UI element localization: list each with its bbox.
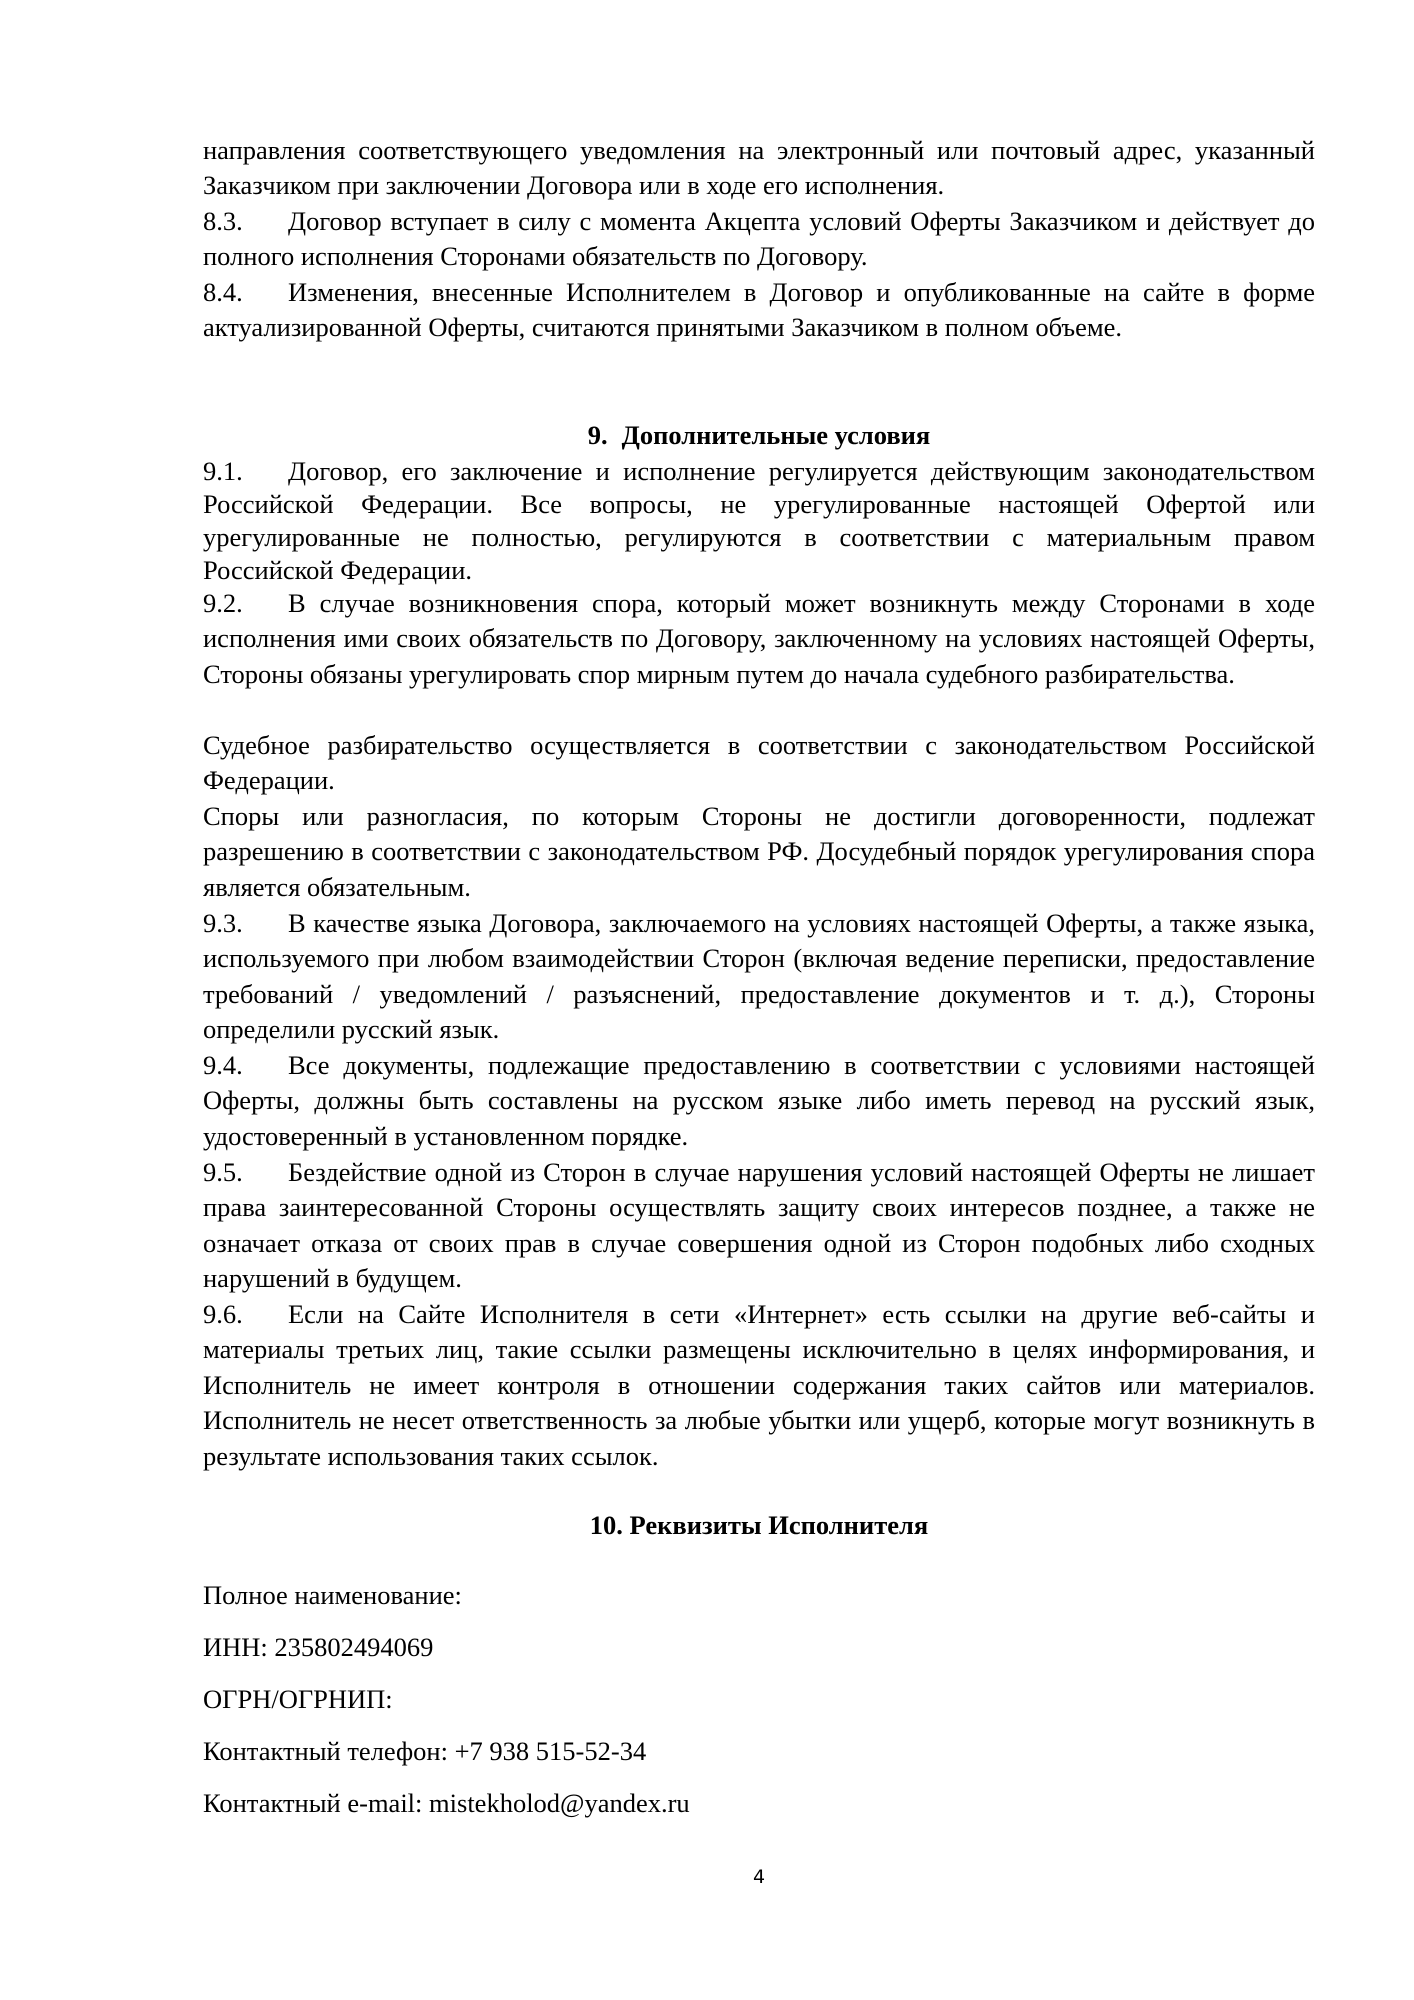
section-8-continuation: направления соответствующего уведомления на электронный или почтовый адрес, указанный Заказчиком при заключении Договора или в ходе его исполнения. — [203, 135, 1315, 201]
clause-text: Изменения, внесенные Исполнителем в Договор и опубликованные на сайте в форме актуализированной Оферты, считаются принятыми Заказчиком в полном объеме. — [203, 277, 1315, 343]
section-number: 9. — [587, 420, 608, 450]
executor-full-name: Полное наименование: — [203, 1580, 462, 1610]
clause-text: Все документы, подлежащие предоставлению в соответствии с условиями настоящей Оферты, должны быть составлены на русском языке либо иметь перевод на русский язык, удостоверенный в установленном порядке. — [203, 1050, 1315, 1151]
executor-inn: ИНН: 235802494069 — [203, 1632, 434, 1662]
clause-8-4 — [203, 275, 1315, 346]
clause-number: 9.2. — [203, 588, 243, 618]
clause-text: Если на Сайте Исполнителя в сети «Интернет» есть ссылки на другие веб-сайты и материалы третьих лиц, такие ссылки размещены исключительно в целях информирования, и Исполнитель не имеет контроля в отношении содержания таких сайтов или материалов. Исполнитель не несет ответственность за любые убытки или ущерб, которые могут возникнуть в результате использования таких ссылок. — [203, 1299, 1315, 1471]
paragraph-court: Судебное разбирательство осуществляется в соответствии с законодательством Российской Федерации. — [203, 730, 1315, 796]
section-10-heading: 10. Реквизиты Исполнителя — [589, 1510, 929, 1540]
clause-text: Бездействие одной из Сторон в случае нарушения условий настоящей Оферты не лишает права заинтересованной Стороны осуществлять защиту своих интересов позднее, а также не означает отказа от своих прав в случае совершения одной из Сторон подобных либо сходных нарушений в будущем. — [203, 1157, 1315, 1294]
section-title: Дополнительные условия — [621, 420, 931, 450]
clause-9-3 — [203, 906, 1315, 1048]
clause-9-1 — [203, 455, 1315, 587]
executor-ogrn: ОГРН/ОГРНИП: — [203, 1684, 393, 1714]
clause-text: В качестве языка Договора, заключаемого на условиях настоящей Оферты, а также языка, используемого при любом взаимодействии Сторон (включая ведение переписки, предоставление требований / уведомлений / разъяснений, предоставление документов и т. д.), Стороны определили русский язык. — [203, 908, 1315, 1045]
clause-number: 9.3. — [203, 908, 243, 938]
clause-text: В случае возникновения спора, который может возникнуть между Сторонами в ходе исполнения ими своих обязательств по Договору, заключенному на условиях настоящей Оферты, Стороны обязаны урегулировать спор мирным путем до начала судебного разбирательства. — [203, 588, 1315, 689]
paragraph-disputes: Споры или разногласия, по которым Стороны не достигли договоренности, подлежат разрешению в соответствии с законодательством РФ. Досудебный порядок урегулирования спора является обязательным. — [203, 801, 1315, 902]
section-9-heading — [203, 418, 1315, 452]
clause-9-4 — [203, 1048, 1315, 1154]
clause-number: 8.4. — [203, 277, 243, 307]
clause-text: Договор, его заключение и исполнение регулируется действующим законодательством Российской Федерации. Все вопросы, не урегулированные настоящей Офертой или урегулированные не полностью, регулируются в соответствии с материальным правом Российской Федерации. — [203, 456, 1315, 585]
clause-number: 9.6. — [203, 1299, 243, 1329]
executor-email: Контактный e-mail: mistekholod@yandex.ru — [203, 1788, 690, 1818]
document-page — [203, 0, 1315, 2000]
page-number: 4 — [752, 1866, 766, 1888]
clause-9-6 — [203, 1297, 1315, 1474]
clause-number: 8.3. — [203, 206, 243, 236]
clause-9-5 — [203, 1155, 1315, 1297]
clause-9-2 — [203, 586, 1315, 692]
executor-phone: Контактный телефон: +7 938 515-52-34 — [203, 1736, 647, 1766]
clause-number: 9.5. — [203, 1157, 243, 1187]
clause-number: 9.4. — [203, 1050, 243, 1080]
clause-text: Договор вступает в силу с момента Акцепта условий Оферты Заказчиком и действует до полного исполнения Сторонами обязательств по Договору. — [203, 206, 1315, 272]
clause-8-3 — [203, 204, 1315, 275]
clause-number: 9.1. — [203, 456, 243, 486]
